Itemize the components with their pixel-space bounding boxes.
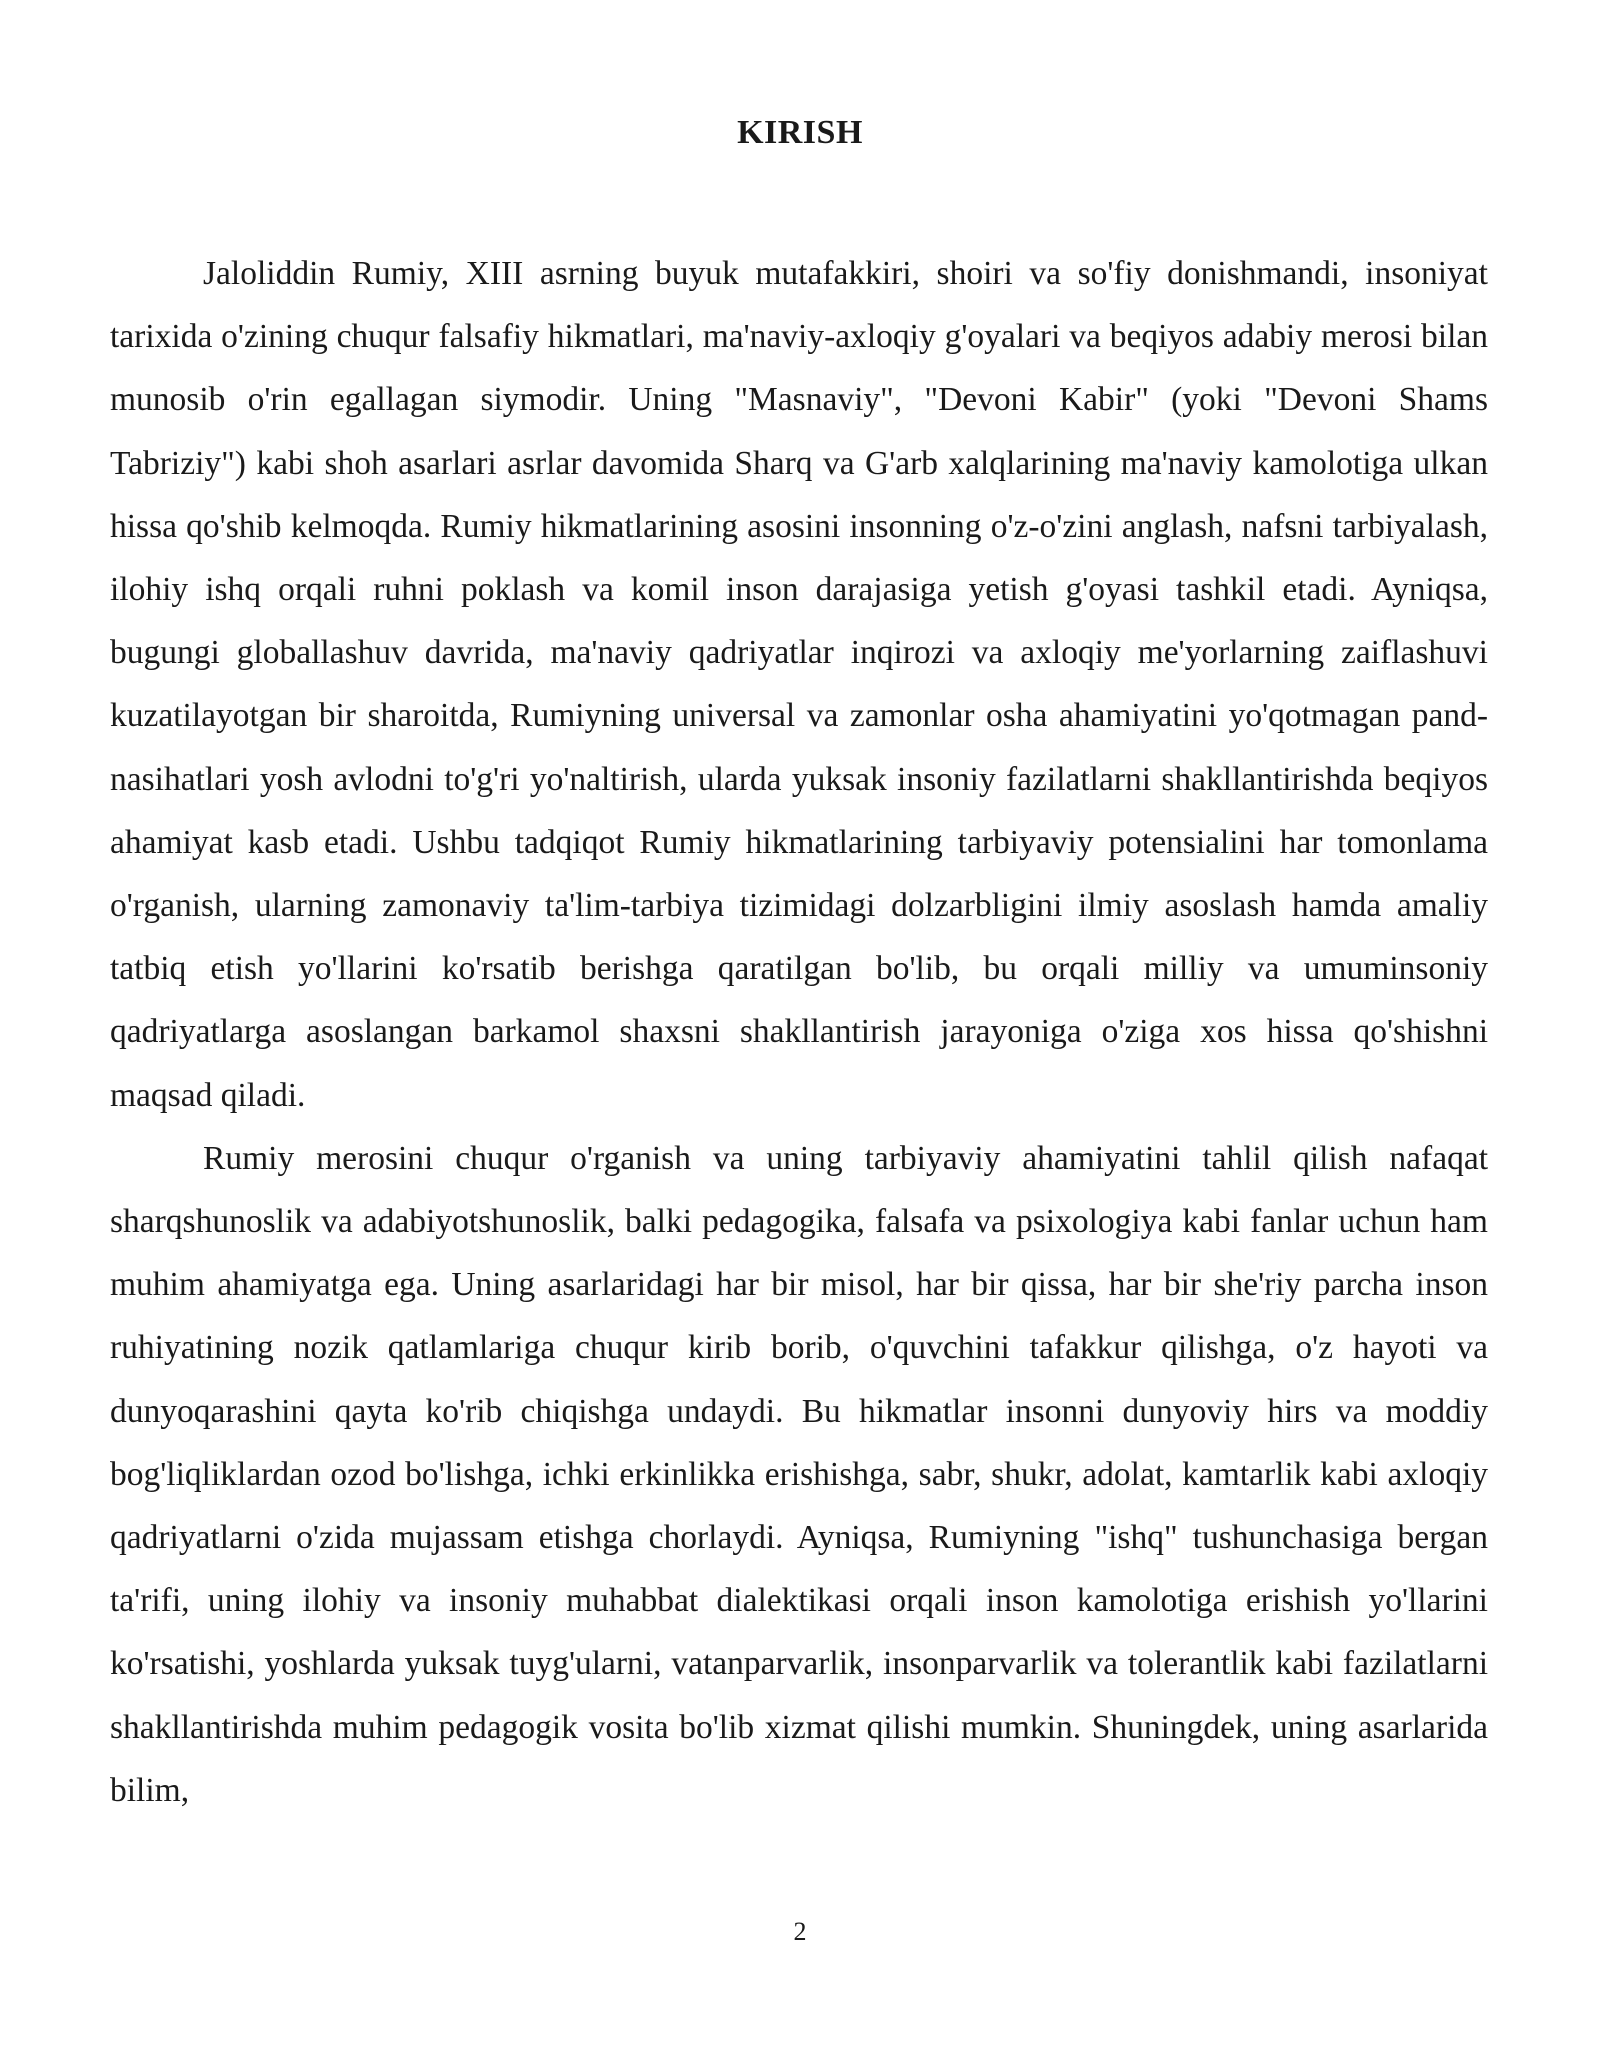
- body-text: [110, 242, 1488, 1822]
- page-title: KIRISH: [737, 114, 863, 151]
- page-number: 2: [793, 1917, 807, 1946]
- paragraph-1: Jaloliddin Rumiy, XIII asrning buyuk mutafakkiri, shoiri va so'fiy donishmandi, insoniyat tarixida o'zining chuqur falsafiy hikmatlari, ma'naviy-axloqiy g'oyalari va beqiyos adabiy merosi bilan munosib o'rin egallagan siymodir. Uning "Masnaviy", "Devoni Kabir" (yoki "Devoni Shams Tabriziy") kabi shoh asarlari asrlar davomida Sharq va G'arb xalqlarining ma'naviy kamolotiga ulkan hissa qo'shib kelmoqda. Rumiy hikmatlarining asosini insonning o'z-o'zini anglash, nafsni tarbiyalash, ilohiy ishq orqali ruhni poklash va komil inson darajasiga yetish g'oyasi tashkil etadi. Ayniqsa, bugungi globallashuv davrida, ma'naviy qadriyatlar inqirozi va axloqiy me'yorlarning zaiflashuvi kuzatilayotgan bir sharoitda, Rumiyning universal va zamonlar osha ahamiyatini yo'qotmagan pand-nasihatlari yosh avlodni to'g'ri yo'naltirish, ularda yuksak insoniy fazilatlarni shakllantirishda beqiyos ahamiyat kasb etadi. Ushbu tadqiqot Rumiy hikmatlarining tarbiyaviy potensialini har tomonlama o'rganish, ularning zamonaviy ta'lim-tarbiya tizimidagi dolzarbligini ilmiy asoslash hamda amaliy tatbiq etish yo'llarini ko'rsatib berishga qaratilgan bo'lib, bu orqali milliy va umuminsoniy qadriyatlarga asoslangan barkamol shaxsni shakllantirish jarayoniga o'ziga xos hissa qo'shishni maqsad qiladi.: [110, 255, 1488, 1114]
- paragraph-2: Rumiy merosini chuqur o'rganish va uning tarbiyaviy ahamiyatini tahlil qilish nafaqat sharqshunoslik va adabiyotshunoslik, balki pedagogika, falsafa va psixologiya kabi fanlar uchun ham muhim ahamiyatga ega. Uning asarlaridagi har bir misol, har bir qissa, har bir she'riy parcha inson ruhiyatining nozik qatlamlariga chuqur kirib borib, o'quvchini tafakkur qilishga, o'z hayoti va dunyoqarashini qayta ko'rib chiqishga undaydi. Bu hikmatlar insonni dunyoviy hirs va moddiy bog'liqliklardan ozod bo'lishga, ichki erkinlikka erishishga, sabr, shukr, adolat, kamtarlik kabi axloqiy qadriyatlarni o'zida mujassam etishga chorlaydi. Ayniqsa, Rumiyning "ishq" tushunchasiga bergan ta'rifi, uning ilohiy va insoniy muhabbat dialektikasi orqali inson kamolotiga erishish yo'llarini ko'rsatishi, yoshlarda yuksak tuyg'ularni, vatanparvarlik, insonparvarlik va tolerantlik kabi fazilatlarni shakllantirishda muhim pedagogik vosita bo'lib xizmat qilishi mumkin. Shuningdek, uning asarlarida bilim,: [110, 1139, 1488, 1809]
